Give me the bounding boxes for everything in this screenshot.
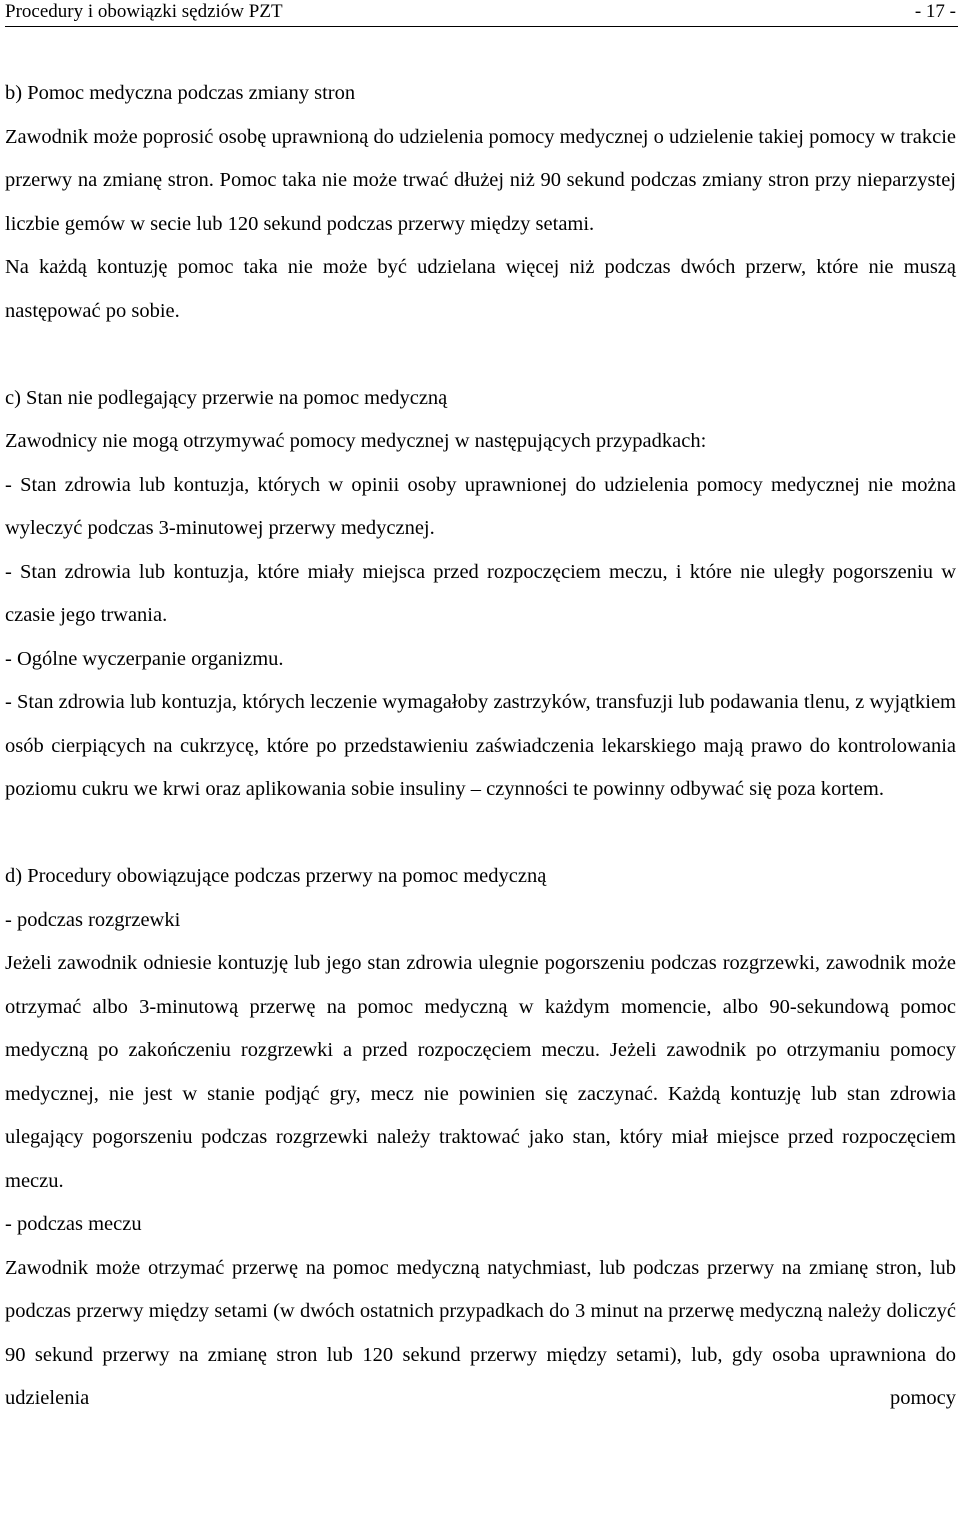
section-c-intro: Zawodnicy nie mogą otrzymywać pomocy medycznej w następujących przypadkach: [5, 430, 707, 452]
section-d-subheading-match: - podczas meczu [5, 1213, 142, 1235]
running-header [5, 0, 958, 27]
section-c-item-4: - Stan zdrowia lub kontuzja, których leczenie wymagałoby zastrzyków, transfuzji lub podawania tlenu, z wyjątkiem osób cierpiących na cukrzycę, które po przedstawieniu zaświadczenia lekarskiego mają prawo do kontrolowania poziomu cukru we krwi oraz aplikowania sobie insuliny – czynności te powinny odbywać się poza kortem. [5, 691, 956, 800]
document-title: Procedury i obowiązki sędziów PZT [5, 1, 283, 22]
document-body [5, 27, 956, 1421]
section-d-paragraph-1: Jeżeli zawodnik odniesie kontuzję lub jego stan zdrowia ulegnie pogorszeniu podczas rozgrzewki, zawodnik może otrzymać albo 3-minutową przerwę na pomoc medyczną w każdym momencie, albo 90-sekundową pomoc medyczną po zakończeniu rozgrzewki a przed rozpoczęciem meczu. Jeżeli zawodnik po otrzymaniu pomocy medycznej, nie jest w stanie podjąć gry, mecz nie powinien się zaczynać. Każdą kontuzję lub stan zdrowia ulegający pogorszeniu podczas rozgrzewki należy traktować jako stan, który miał miejsce przed rozpoczęciem meczu. [5, 952, 956, 1192]
section-d-paragraph-2: Zawodnik może otrzymać przerwę na pomoc medyczną natychmiast, lub podczas przerwy na zmianę stron, lub podczas przerwy między setami (w dwóch ostatnich przypadkach do 3 minut na przerwę medyczną należy doliczyć 90 sekund przerwy na zmianę stron lub 120 sekund przerwy między setami), lub, gdy osoba uprawniona do udzielenia pomocy [5, 1256, 956, 1409]
section-b [5, 27, 956, 333]
section-c-heading: c) Stan nie podlegający przerwie na pomoc medyczną [5, 386, 448, 409]
section-d [5, 855, 956, 1421]
section-c-item-2: - Stan zdrowia lub kontuzja, które miały miejsca przed rozpoczęciem meczu, i które nie uległy pogorszeniu w czasie jego trwania. [5, 560, 956, 626]
section-b-heading: b) Pomoc medyczna podczas zmiany stron [5, 82, 356, 104]
section-b-paragraph-1: Zawodnik może poprosić osobę uprawnioną do udzielenia pomocy medycznej o udzielenie takiej pomocy w trakcie przerwy na zmianę stron. Pomoc taka nie może trwać dłużej niż 90 sekund podczas zmiany stron przy nieparzystej liczbie gemów w secie lub 120 sekund podczas przerwy między setami. [5, 125, 956, 235]
section-b-paragraph-2: Na każdą kontuzję pomoc taka nie może być udzielana więcej niż podczas dwóch przerw, które nie muszą następować po sobie. [5, 256, 956, 322]
section-d-subheading-warmup: - podczas rozgrzewki [5, 908, 181, 931]
section-d-heading: d) Procedury obowiązujące podczas przerwy na pomoc medyczną [5, 865, 547, 887]
section-c-item-3: - Ogólne wyczerpanie organizmu. [5, 647, 284, 670]
section-spacer [5, 812, 956, 856]
page-number: - 17 - [914, 1, 956, 22]
section-c [5, 377, 956, 812]
section-spacer [5, 333, 956, 377]
section-c-item-1: - Stan zdrowia lub kontuzja, których w opinii osoby uprawnionej do udzielenia pomocy medycznej nie można wyleczyć podczas 3-minutowej przerwy medycznej. [5, 473, 956, 539]
